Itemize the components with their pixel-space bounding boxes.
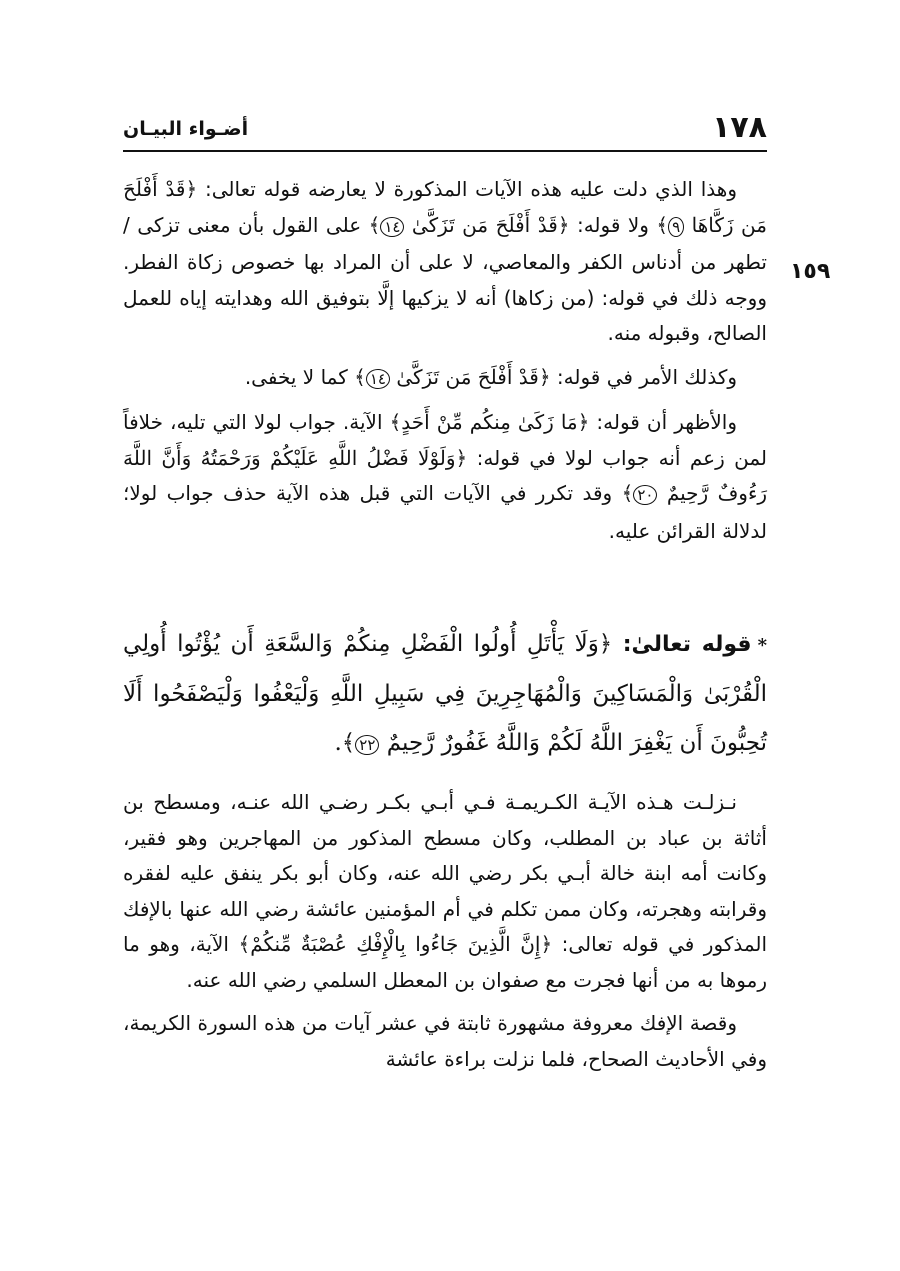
quran-open-bracket: ﴿	[455, 445, 468, 470]
verse-number: ٢٢	[355, 735, 379, 755]
text: وهذا الذي دلت عليه هذه الآيات المذكورة لا يعارضه قوله تعالى:	[204, 177, 737, 201]
text: كما لا يخفى.	[244, 364, 348, 389]
quran-quote: وَلَوْلَا فَضْلُ اللَّهِ عَلَيْكُمْ وَرَحْمَتُهُ وَأَنَّ اللَّهَ رَءُوفٌ رَّحِيمٌ	[123, 445, 768, 505]
quran-open-bracket: ﴿	[557, 212, 570, 237]
quran-close-bracket: ﴾	[656, 212, 669, 237]
verse-lead: قوله تعالىٰ:	[622, 632, 752, 657]
paragraph-1	[123, 172, 767, 352]
page-number: ١٧٨	[712, 110, 767, 145]
paragraph-2	[123, 360, 767, 398]
quran-open-bracket: ﴿	[540, 932, 553, 956]
quran-quote: قَدْ أَفْلَحَ مَن تَزَكَّىٰ	[396, 364, 539, 389]
quran-quote: مَا زَكَىٰ مِنكُم مِّنْ أَحَدٍ	[401, 410, 578, 434]
verse-number: ١٤	[366, 369, 390, 389]
verse-number: ١٤	[380, 217, 404, 237]
quran-close-bracket: ﴾	[389, 410, 402, 434]
book-title: أضـواء البيـان	[123, 118, 249, 140]
quran-open-bracket: ﴿	[185, 177, 198, 201]
text: وقد تكرر في الآيات التي قبل هذه الآية حذف جواب لولا؛ لدلالة القرائن عليه.	[123, 481, 767, 543]
quran-verse: وَلَا يَأْتَلِ أُولُوا الْفَضْلِ مِنكُمْ وَالسَّعَةِ أَن يُؤْتُوا أُولِي الْقُرْبَىٰ وَالْمَسَاكِينَ وَالْمُهَاجِرِينَ فِي سَبِيلِ اللَّهِ وَلْيَعْفُوا وَلْيَصْفَحُوا أَلَا تُحِبُّونَ أَن يَغْفِرَ اللَّهُ لَكُمْ وَاللَّهُ غَفُورٌ رَّحِيمٌ	[123, 631, 767, 756]
margin-page-reference: ١٥٩	[790, 259, 831, 284]
text: وقصة الإفك معروفة مشهورة ثابتة في عشر آيات من هذه السورة الكريمة، وفي الأحاديث الصحاح، فلما نزلت براءة عائشة	[123, 1011, 767, 1071]
verse-number: ٢٠	[633, 485, 657, 505]
quran-close-bracket: ﴾	[238, 932, 251, 956]
verse-number: ٩	[668, 217, 684, 237]
paragraph-4	[123, 785, 767, 998]
quran-open-bracket: ﴿	[577, 410, 590, 434]
quran-quote: إِنَّ الَّذِينَ جَاءُوا بِالْإِفْكِ عُصْبَةٌ مِّنكُمْ	[250, 932, 541, 956]
quran-quote: قَدْ أَفْلَحَ مَن زَكَّاهَا	[123, 177, 767, 237]
paragraph-3	[123, 405, 767, 549]
page-header	[123, 110, 767, 152]
text: الآية، وهو ما رموها به من أنها فجرت مع صفوان بن المعطل السلمي رضي الله عنه.	[123, 932, 767, 992]
text: الآية. جواب لولا التي تليه، خلافاً لمن زعم أنه جواب لولا في قوله:	[123, 410, 767, 470]
quran-open-bracket: ﴿	[598, 631, 613, 657]
text: على القول بأن معنى تزكى / تطهر من أدناس الكفر والمعاصي، لا على أن المراد بها خصوص زكاة الفطر. ووجه ذلك في قوله: (من زكاها) أنه لا يزكيها إلَّا بتوفيق الله وهدايته إياه للعمل الصالح، وقبوله منه.	[123, 212, 767, 345]
quran-close-bracket: ﴾	[368, 212, 381, 237]
text: والأظهر أن قوله:	[596, 410, 738, 434]
quran-close-bracket: ﴾	[341, 730, 356, 756]
text: وكذلك الأمر في قوله:	[556, 364, 737, 389]
quran-close-bracket: ﴾	[621, 481, 634, 505]
text: ولا قوله:	[576, 212, 649, 237]
quran-close-bracket: ﴾	[354, 364, 366, 389]
star-marker: *	[757, 635, 768, 656]
quran-open-bracket: ﴿	[538, 364, 551, 389]
paragraph-5	[123, 1006, 767, 1077]
text: نـزلـت هـذه الآيـة الكـريمـة فـي أبـي بكـر رضـي الله عنـه، ومسطح بن أثاثة بن عباد بن المطلب، وكان مسطح المذكور من المهاجرين وهو فقير، وكانت أمه ابنة خالة أبـي بكر رضي الله عنه، وكان أبو بكر ينفق عليه لفقره وقرابته وهجرته، وكان ممن تكلم في أم المؤمنين عائشة رضي الله عنها بالإفك المذكور في قوله تعالى:	[123, 790, 768, 956]
quran-quote: قَدْ أَفْلَحَ مَن تَزَكَّىٰ	[411, 212, 558, 237]
commentary-block-top	[123, 172, 767, 549]
verse-heading-block: *قوله تعالىٰ: ﴿وَلَا يَأْتَلِ أُولُوا الْفَضْلِ مِنكُمْ وَالسَّعَةِ أَن يُؤْتُوا أُولِي الْقُرْبَىٰ وَالْمَسَاكِينَ وَالْمُهَاجِرِينَ فِي سَبِيلِ اللَّهِ وَلْيَعْفُوا وَلْيَصْفَحُوا أَلَا تُحِبُّونَ أَن يَغْفِرَ اللَّهُ لَكُمْ وَاللَّهُ غَفُورٌ رَّحِيمٌ ٢٢﴾.	[123, 631, 768, 756]
commentary-block-bottom	[123, 785, 767, 1077]
